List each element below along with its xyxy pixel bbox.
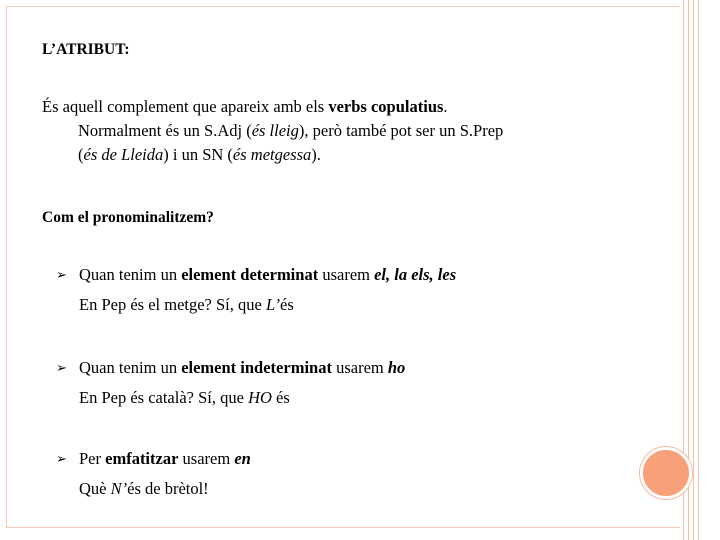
bullet-pronoun: el, la els, les	[374, 265, 457, 284]
bullet-bold-term: emfatitzar	[105, 449, 179, 468]
bullet-bold-term: element determinat	[181, 265, 319, 284]
decorative-rail	[698, 0, 699, 540]
intro-text: És aquell complement que apareix amb els	[42, 97, 329, 116]
example-text: En Pep és català? Sí, que	[79, 388, 249, 407]
intro-text: ), però també pot ser un S.Prep	[298, 121, 504, 140]
intro-text: (	[78, 145, 84, 164]
example-pronoun: HO	[248, 388, 272, 407]
bullet-example	[79, 477, 209, 501]
bullet-rule	[79, 356, 405, 380]
bullet-example	[79, 386, 290, 410]
example-text: Què	[79, 479, 111, 498]
bullet-text: Quan tenim un	[79, 358, 182, 377]
section-question: Com el pronominalitzem?	[42, 209, 214, 226]
bullet-text: usarem	[178, 449, 235, 468]
intro-paragraph	[42, 95, 503, 167]
decorative-circle	[640, 447, 692, 499]
example-text: és	[280, 295, 294, 314]
bullet-bold-term: element indeterminat	[181, 358, 332, 377]
bullet-text: usarem	[318, 265, 375, 284]
intro-text: Normalment és un S.Adj (	[78, 121, 252, 140]
intro-example: és metgessa	[232, 145, 312, 164]
arrow-bullet-icon: ➢	[56, 451, 67, 466]
intro-bold-term: verbs copulatius	[328, 97, 444, 116]
intro-text: ).	[311, 145, 321, 164]
bullet-text: Per	[79, 449, 106, 468]
bullet-rule	[79, 263, 456, 287]
bullet-rule	[79, 447, 251, 471]
example-pronoun: N’	[110, 479, 128, 498]
decorative-rail	[693, 0, 694, 540]
example-text: és de brètol!	[127, 479, 209, 498]
intro-example: és de Lleida	[83, 145, 164, 164]
intro-text: .	[443, 97, 448, 116]
arrow-bullet-icon: ➢	[56, 267, 67, 282]
bullet-example	[79, 293, 294, 317]
intro-example: és lleig	[251, 121, 299, 140]
intro-line-3	[42, 143, 503, 167]
bullet-pronoun: en	[234, 449, 251, 468]
example-text: En Pep és el metge? Sí, que	[79, 295, 266, 314]
intro-line-1	[42, 97, 448, 116]
intro-text: ) i un SN (	[163, 145, 233, 164]
slide-title: L’ATRIBUT:	[42, 41, 130, 58]
example-pronoun: L’	[265, 295, 281, 314]
example-text: és	[271, 388, 290, 407]
intro-line-2	[42, 119, 503, 143]
bullet-pronoun: ho	[387, 358, 406, 377]
arrow-bullet-icon: ➢	[56, 360, 67, 375]
bullet-text: usarem	[331, 358, 388, 377]
bullet-text: Quan tenim un	[79, 265, 182, 284]
